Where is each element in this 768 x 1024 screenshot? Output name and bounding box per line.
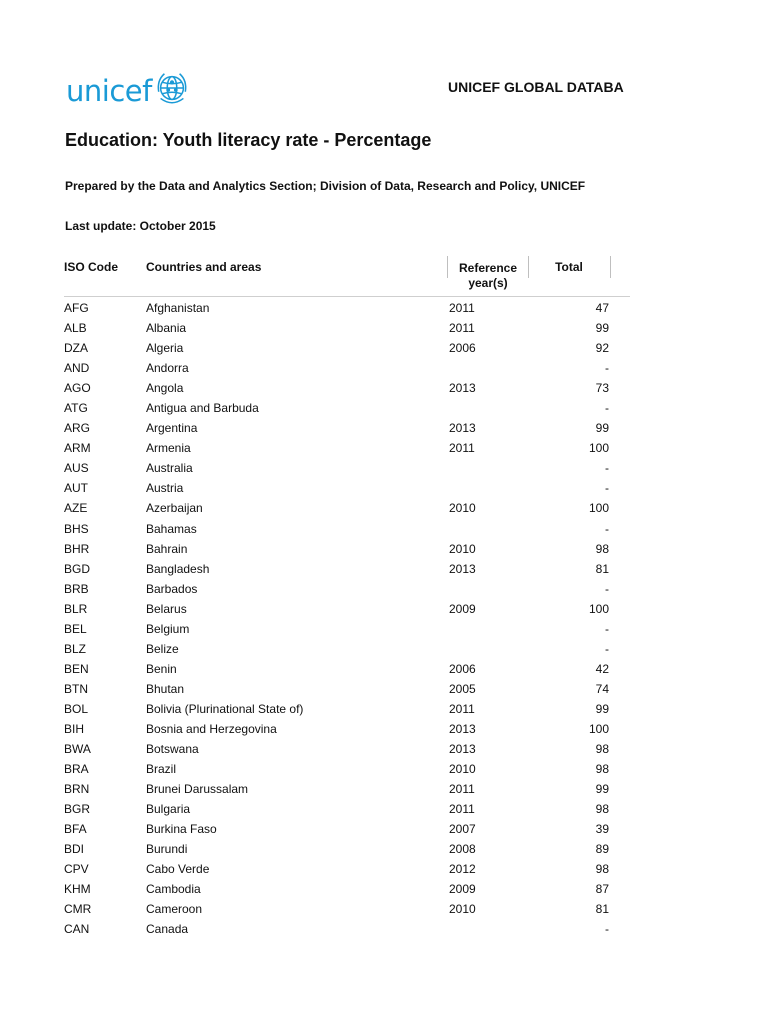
iso-code-cell: BEN	[64, 661, 89, 676]
total-cell: 98	[595, 742, 609, 757]
total-cell: 81	[595, 561, 609, 576]
table-row	[0, 659, 768, 679]
reference-year-cell: 2009	[449, 882, 476, 897]
table-row	[0, 839, 768, 859]
reference-year-cell: 2010	[449, 541, 476, 556]
reference-year-cell: 2012	[449, 862, 476, 877]
total-cell: 100	[588, 501, 609, 516]
total-cell: 81	[595, 902, 609, 917]
reference-year-cell: 2010	[449, 902, 476, 917]
reference-year-cell: 2013	[449, 561, 476, 576]
reference-year-cell: 2011	[449, 321, 475, 336]
table-row	[0, 919, 768, 939]
total-cell: 100	[588, 721, 609, 736]
iso-code-cell: BFA	[64, 822, 87, 837]
total-cell: 98	[595, 762, 609, 777]
country-cell: Brunei Darussalam	[146, 782, 249, 797]
country-cell: Bahamas	[146, 521, 197, 536]
page-title: Education: Youth literacy rate - Percentage	[65, 130, 432, 150]
table-row	[0, 358, 768, 378]
table-row	[0, 338, 768, 358]
database-title: UNICEF GLOBAL DATABA	[448, 79, 624, 95]
total-cell: -	[605, 361, 609, 376]
column-divider	[528, 256, 529, 278]
country-cell: Azerbaijan	[146, 501, 203, 516]
country-cell: Barbados	[146, 581, 198, 596]
column-header-iso-code: ISO Code	[64, 260, 119, 274]
country-cell: Brazil	[146, 762, 177, 777]
total-cell: 74	[595, 681, 609, 696]
column-divider	[447, 256, 448, 278]
column-header-reference-year	[449, 261, 527, 291]
iso-code-cell: AUS	[64, 461, 89, 476]
table-row	[0, 539, 768, 559]
total-cell: -	[605, 621, 609, 636]
country-cell: Botswana	[146, 742, 199, 757]
total-cell: -	[605, 481, 609, 496]
country-cell: Cameroon	[146, 902, 203, 917]
total-cell: 99	[595, 701, 609, 716]
total-cell: -	[605, 461, 609, 476]
total-cell: 87	[595, 882, 609, 897]
country-cell: Afghanistan	[146, 301, 210, 315]
country-cell: Australia	[146, 461, 193, 476]
reference-year-cell: 2007	[449, 822, 476, 837]
country-cell: Argentina	[146, 421, 198, 436]
country-cell: Albania	[146, 321, 187, 336]
iso-code-cell: BHR	[64, 541, 90, 556]
unicef-logo	[66, 70, 191, 112]
column-header-countries: Countries and areas	[146, 260, 262, 274]
total-cell: 73	[595, 381, 609, 396]
country-cell: Angola	[146, 381, 184, 396]
column-header-total: Total	[555, 260, 583, 274]
country-cell: Bosnia and Herzegovina	[146, 721, 277, 736]
reference-year-cell: 2011	[449, 441, 475, 456]
total-cell: 98	[595, 541, 609, 556]
iso-code-cell: AFG	[64, 301, 89, 315]
total-cell: -	[605, 641, 609, 656]
country-cell: Burundi	[146, 842, 188, 857]
country-cell: Algeria	[146, 341, 184, 356]
iso-code-cell: BGR	[64, 802, 91, 817]
table-row	[0, 579, 768, 599]
country-cell: Belarus	[146, 601, 187, 616]
reference-year-cell: 2010	[449, 762, 476, 777]
table-row	[0, 498, 768, 518]
country-cell: Antigua and Barbuda	[146, 401, 259, 416]
total-cell: 100	[588, 601, 609, 616]
reference-year-cell: 2009	[449, 601, 476, 616]
table-row	[0, 458, 768, 478]
total-cell: 99	[595, 321, 609, 336]
country-cell: Cambodia	[146, 882, 201, 897]
table-row	[0, 719, 768, 739]
reference-year-cell: 2013	[449, 721, 476, 736]
iso-code-cell: BOL	[64, 701, 89, 716]
total-cell: 98	[595, 862, 609, 877]
reference-year-cell: 2008	[449, 842, 476, 857]
iso-code-cell: AND	[64, 361, 90, 376]
country-cell: Benin	[146, 661, 177, 676]
iso-code-cell: CMR	[64, 902, 92, 917]
reference-year-cell: 2011	[449, 701, 475, 716]
table-row	[0, 559, 768, 579]
iso-code-cell: BRN	[64, 782, 90, 797]
country-cell: Cabo Verde	[146, 862, 210, 877]
iso-code-cell: BLZ	[64, 641, 87, 656]
country-cell: Bangladesh	[146, 561, 210, 576]
iso-code-cell: BLR	[64, 601, 88, 616]
column-divider	[610, 256, 611, 278]
table-row	[0, 799, 768, 819]
iso-code-cell: DZA	[64, 341, 88, 356]
iso-code-cell: BTN	[64, 681, 88, 696]
reference-header-line2: year(s)	[468, 276, 508, 290]
iso-code-cell: KHM	[64, 882, 91, 897]
total-cell: 89	[595, 842, 609, 857]
reference-year-cell: 2006	[449, 341, 476, 356]
reference-year-cell: 2011	[449, 802, 475, 817]
total-cell: 47	[595, 301, 609, 315]
total-cell: -	[605, 922, 609, 937]
table-row	[0, 398, 768, 418]
country-cell: Austria	[146, 481, 184, 496]
last-update-text: Last update: October 2015	[65, 219, 216, 233]
iso-code-cell: BWA	[64, 742, 91, 757]
total-cell: 92	[595, 341, 609, 356]
logo-wordmark: unicef	[66, 73, 152, 108]
iso-code-cell: AUT	[64, 481, 88, 496]
table-row	[0, 639, 768, 659]
iso-code-cell: ATG	[64, 401, 88, 416]
table-header	[0, 256, 768, 297]
iso-code-cell: BHS	[64, 521, 89, 536]
total-cell: 99	[595, 782, 609, 797]
table-row	[0, 819, 768, 839]
iso-code-cell: ALB	[64, 321, 87, 336]
country-cell: Belize	[146, 641, 179, 656]
reference-year-cell: 2011	[449, 301, 475, 315]
country-cell: Belgium	[146, 621, 190, 636]
country-cell: Bulgaria	[146, 802, 191, 817]
total-cell: 98	[595, 802, 609, 817]
table-row	[0, 879, 768, 899]
reference-year-cell: 2013	[449, 381, 476, 396]
country-cell: Armenia	[146, 441, 191, 456]
iso-code-cell: CPV	[64, 862, 89, 877]
iso-code-cell: ARM	[64, 441, 91, 456]
reference-year-cell: 2013	[449, 742, 476, 757]
table-row	[0, 318, 768, 338]
reference-year-cell: 2013	[449, 421, 476, 436]
table-row	[0, 779, 768, 799]
iso-code-cell: CAN	[64, 922, 90, 937]
iso-code-cell: BIH	[64, 721, 85, 736]
table-row	[0, 438, 768, 458]
total-cell: 99	[595, 421, 609, 436]
table-row	[0, 899, 768, 919]
total-cell: -	[605, 521, 609, 536]
iso-code-cell: BRA	[64, 762, 89, 777]
reference-year-cell: 2011	[449, 782, 475, 797]
reference-year-cell: 2006	[449, 661, 476, 676]
table-row	[0, 298, 768, 318]
country-cell: Canada	[146, 922, 189, 937]
table-body	[0, 298, 768, 940]
total-cell: 39	[595, 822, 609, 837]
iso-code-cell: BGD	[64, 561, 91, 576]
iso-code-cell: BDI	[64, 842, 85, 857]
prepared-by-text: Prepared by the Data and Analytics Section; Division of Data, Research and Policy, UNICEF	[65, 179, 586, 193]
iso-code-cell: BRB	[64, 581, 89, 596]
total-cell: -	[605, 581, 609, 596]
table-row	[0, 599, 768, 619]
iso-code-cell: AGO	[64, 381, 91, 396]
reference-year-cell: 2010	[449, 501, 476, 516]
table-row	[0, 699, 768, 719]
total-cell: 100	[588, 441, 609, 456]
table-row	[0, 859, 768, 879]
country-cell: Bahrain	[146, 541, 188, 556]
reference-year-cell: 2005	[449, 681, 476, 696]
country-cell: Bhutan	[146, 681, 185, 696]
table-row	[0, 519, 768, 539]
table-row	[0, 378, 768, 398]
country-cell: Bolivia (Plurinational State of)	[146, 701, 304, 716]
country-cell: Burkina Faso	[146, 822, 217, 837]
country-cell: Andorra	[146, 361, 189, 376]
header-rule	[64, 296, 630, 297]
table-row	[0, 418, 768, 438]
table-row	[0, 478, 768, 498]
reference-header-line1: Reference	[458, 261, 518, 275]
table-row	[0, 619, 768, 639]
total-cell: -	[605, 401, 609, 416]
table-row	[0, 759, 768, 779]
iso-code-cell: BEL	[64, 621, 87, 636]
globe-icon	[153, 69, 191, 107]
iso-code-cell: AZE	[64, 501, 88, 516]
table-row	[0, 679, 768, 699]
total-cell: 42	[595, 661, 609, 676]
iso-code-cell: ARG	[64, 421, 91, 436]
table-row	[0, 739, 768, 759]
